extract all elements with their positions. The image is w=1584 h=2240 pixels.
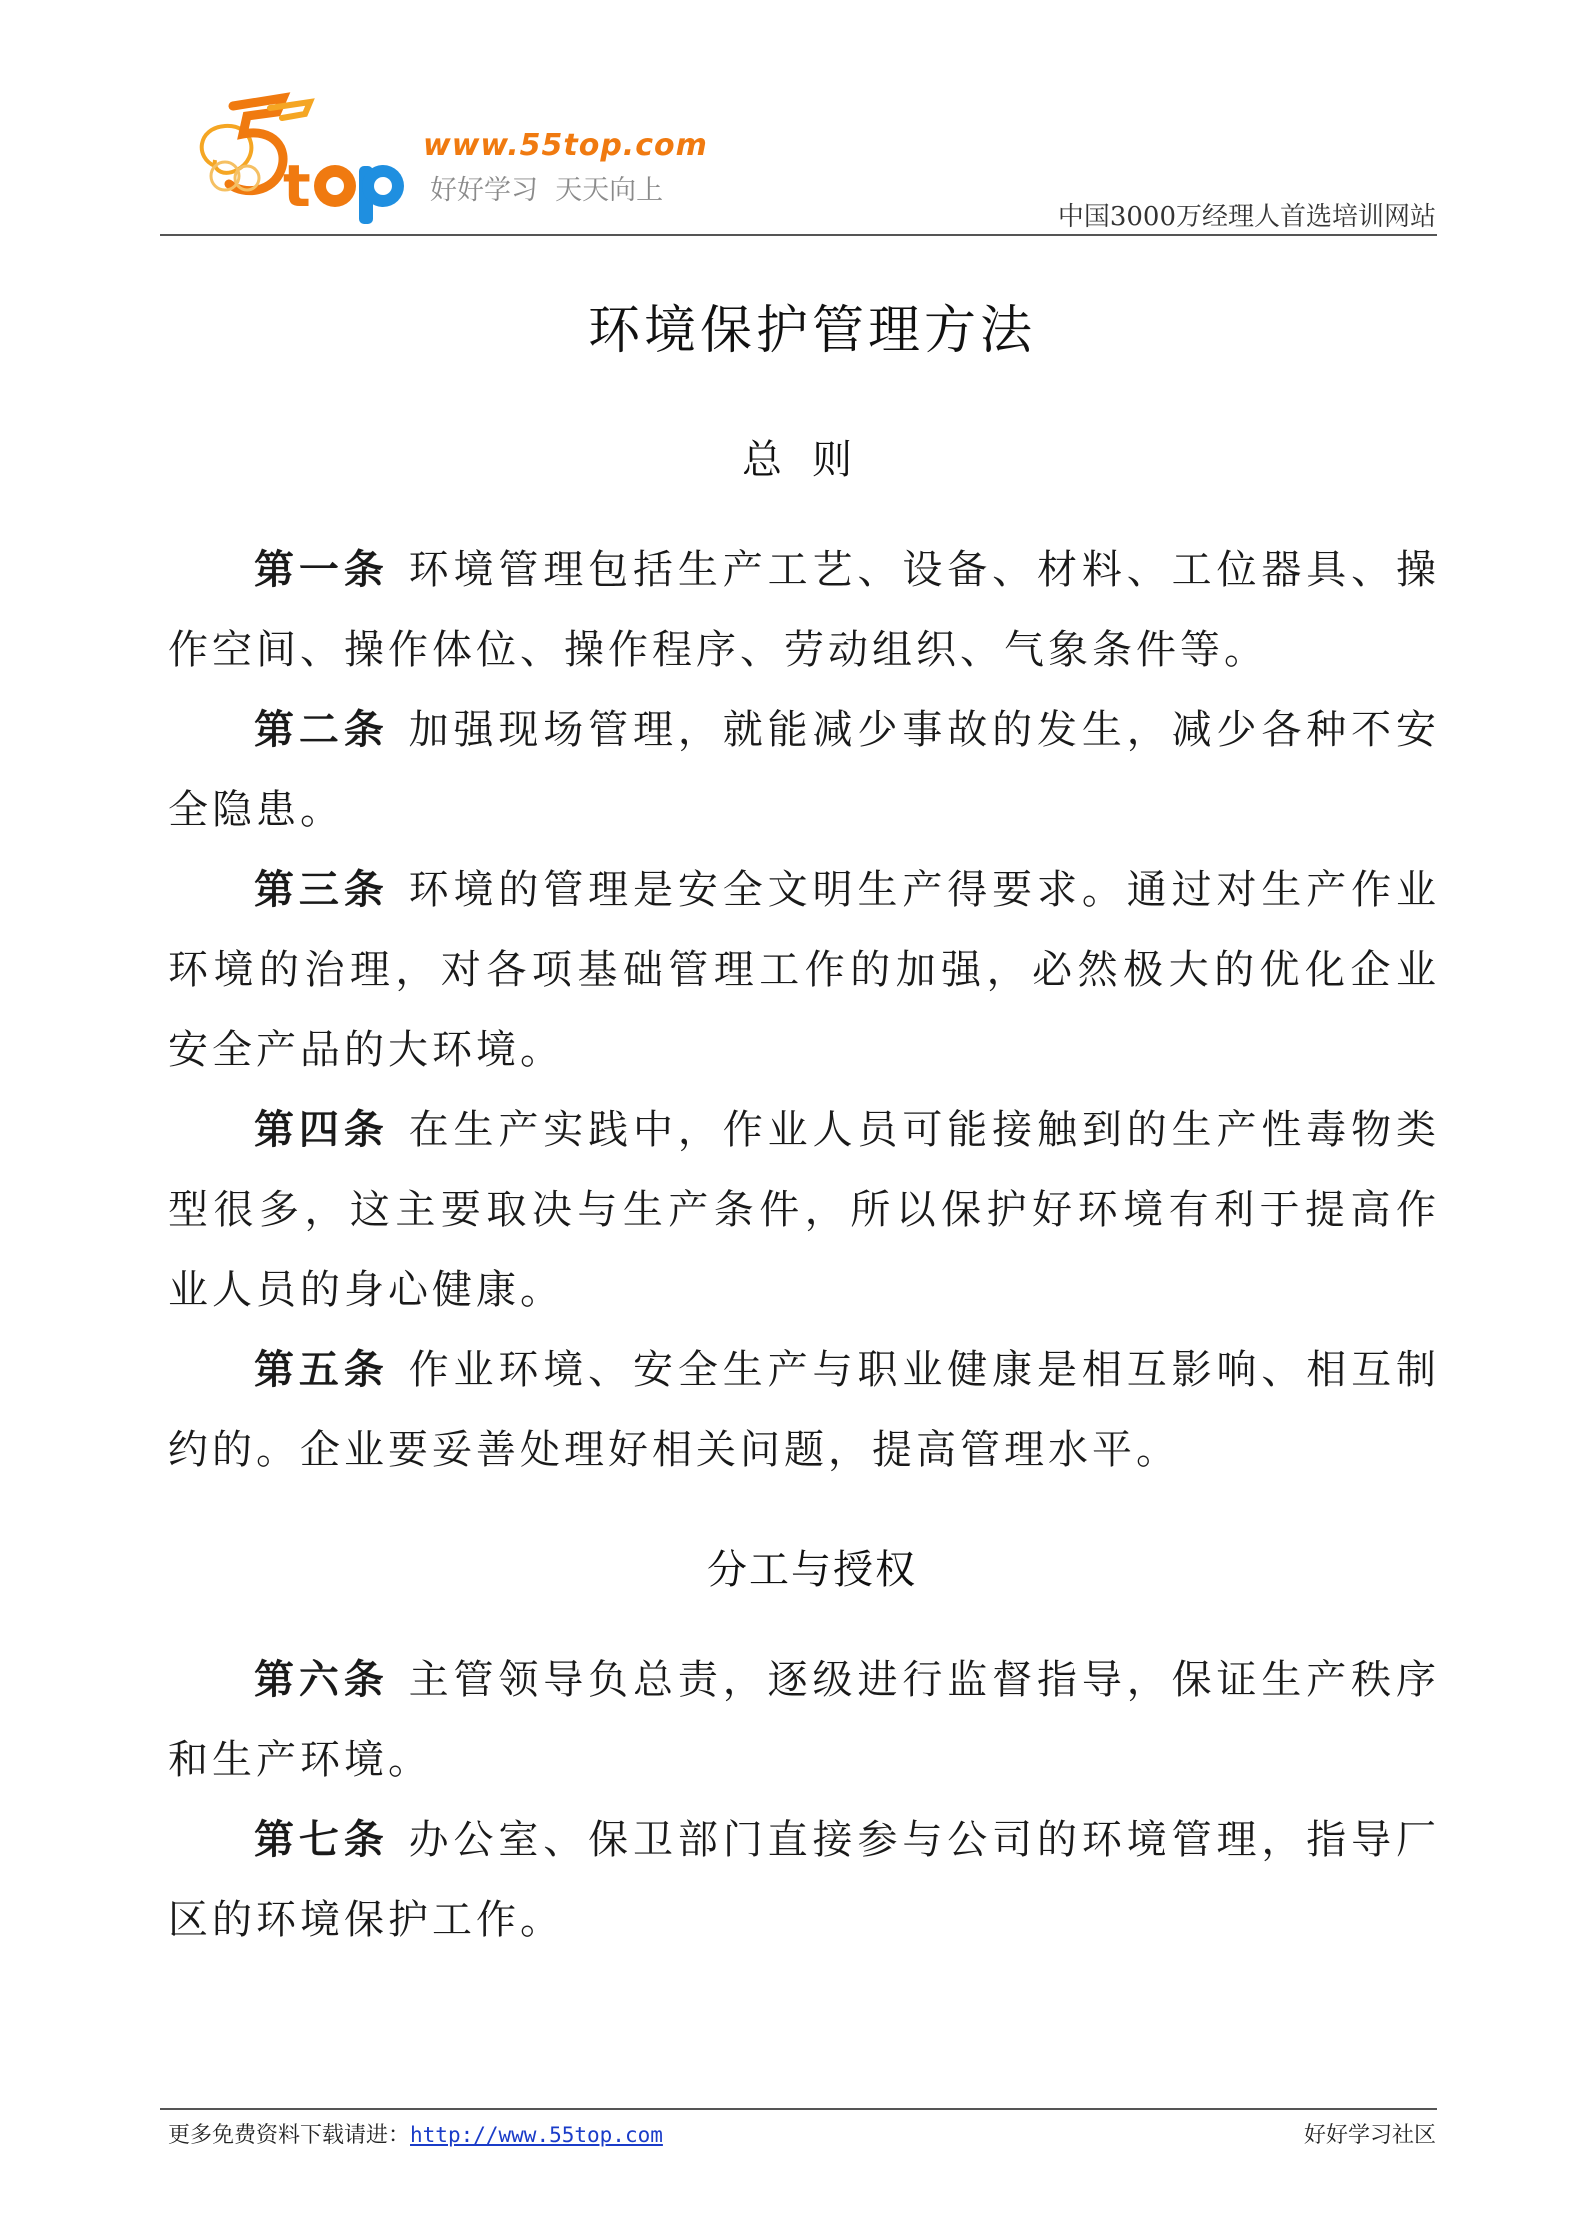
article-label: 第六条 — [254, 1656, 389, 1703]
article-text: 在生产实践中，作业人员可能接触到的生产性毒物类型很多，这主要取决与生产条件，所以保护好环境有利于提高作业人员的身心健康。 — [168, 1107, 1440, 1313]
article-label: 第四条 — [254, 1106, 389, 1153]
article-paragraph — [168, 1800, 1440, 1960]
article-text: 办公室、保卫部门直接参与公司的环境管理，指导厂区的环境保护工作。 — [168, 1817, 1440, 1943]
footer-divider — [160, 2108, 1437, 2110]
section-general-articles — [168, 530, 1440, 1490]
article-paragraph — [168, 1090, 1440, 1330]
article-text: 加强现场管理，就能减少事故的发生，减少各种不安全隐患。 — [168, 707, 1440, 833]
footer-community-name: 好好学习社区 — [1303, 2123, 1436, 2148]
header-tagline: 中国3000万经理人首选培训网站 — [1057, 202, 1436, 232]
section-heading-general: 总则 — [742, 437, 882, 483]
document-title: 环境保护管理方法 — [587, 301, 1036, 361]
55top-logo-icon — [185, 88, 425, 228]
section-division-articles — [168, 1640, 1440, 1960]
logo-url-text: www.55top.com — [423, 128, 708, 163]
article-text: 环境的管理是安全文明生产得要求。通过对生产作业环境的治理，对各项基础管理工作的加强，必然极大的优化企业安全产品的大环境。 — [168, 867, 1440, 1073]
article-paragraph — [168, 1330, 1440, 1490]
footer-note-text: 更多免费资料下载请进： — [168, 2123, 411, 2148]
article-text: 环境管理包括生产工艺、设备、材料、工位器具、操作空间、操作体位、操作程序、劳动组织、气象条件等。 — [168, 547, 1440, 673]
article-label: 第二条 — [254, 706, 389, 753]
article-label: 第五条 — [254, 1346, 389, 1393]
svg-text:t: t — [283, 152, 311, 220]
footer-link[interactable]: http://www.55top.com — [410, 2123, 663, 2147]
article-text: 作业环境、安全生产与职业健康是相互影响、相互制约的。企业要妥善处理好相关问题，提高管理水平。 — [168, 1347, 1440, 1473]
article-paragraph — [168, 530, 1440, 690]
article-label: 第七条 — [254, 1816, 389, 1863]
article-paragraph — [168, 1640, 1440, 1800]
section-heading-division: 分工与授权 — [707, 1547, 917, 1593]
site-logo[interactable] — [185, 88, 708, 228]
article-text: 主管领导负总责，逐级进行监督指导，保证生产秩序和生产环境。 — [168, 1657, 1440, 1783]
footer-download-note — [168, 2118, 663, 2149]
article-label: 第一条 — [254, 546, 389, 593]
logo-slogan: 好好学习 天天向上 — [430, 175, 664, 206]
header-divider — [160, 234, 1437, 236]
article-label: 第三条 — [254, 866, 389, 913]
article-paragraph — [168, 850, 1440, 1090]
article-paragraph — [168, 690, 1440, 850]
